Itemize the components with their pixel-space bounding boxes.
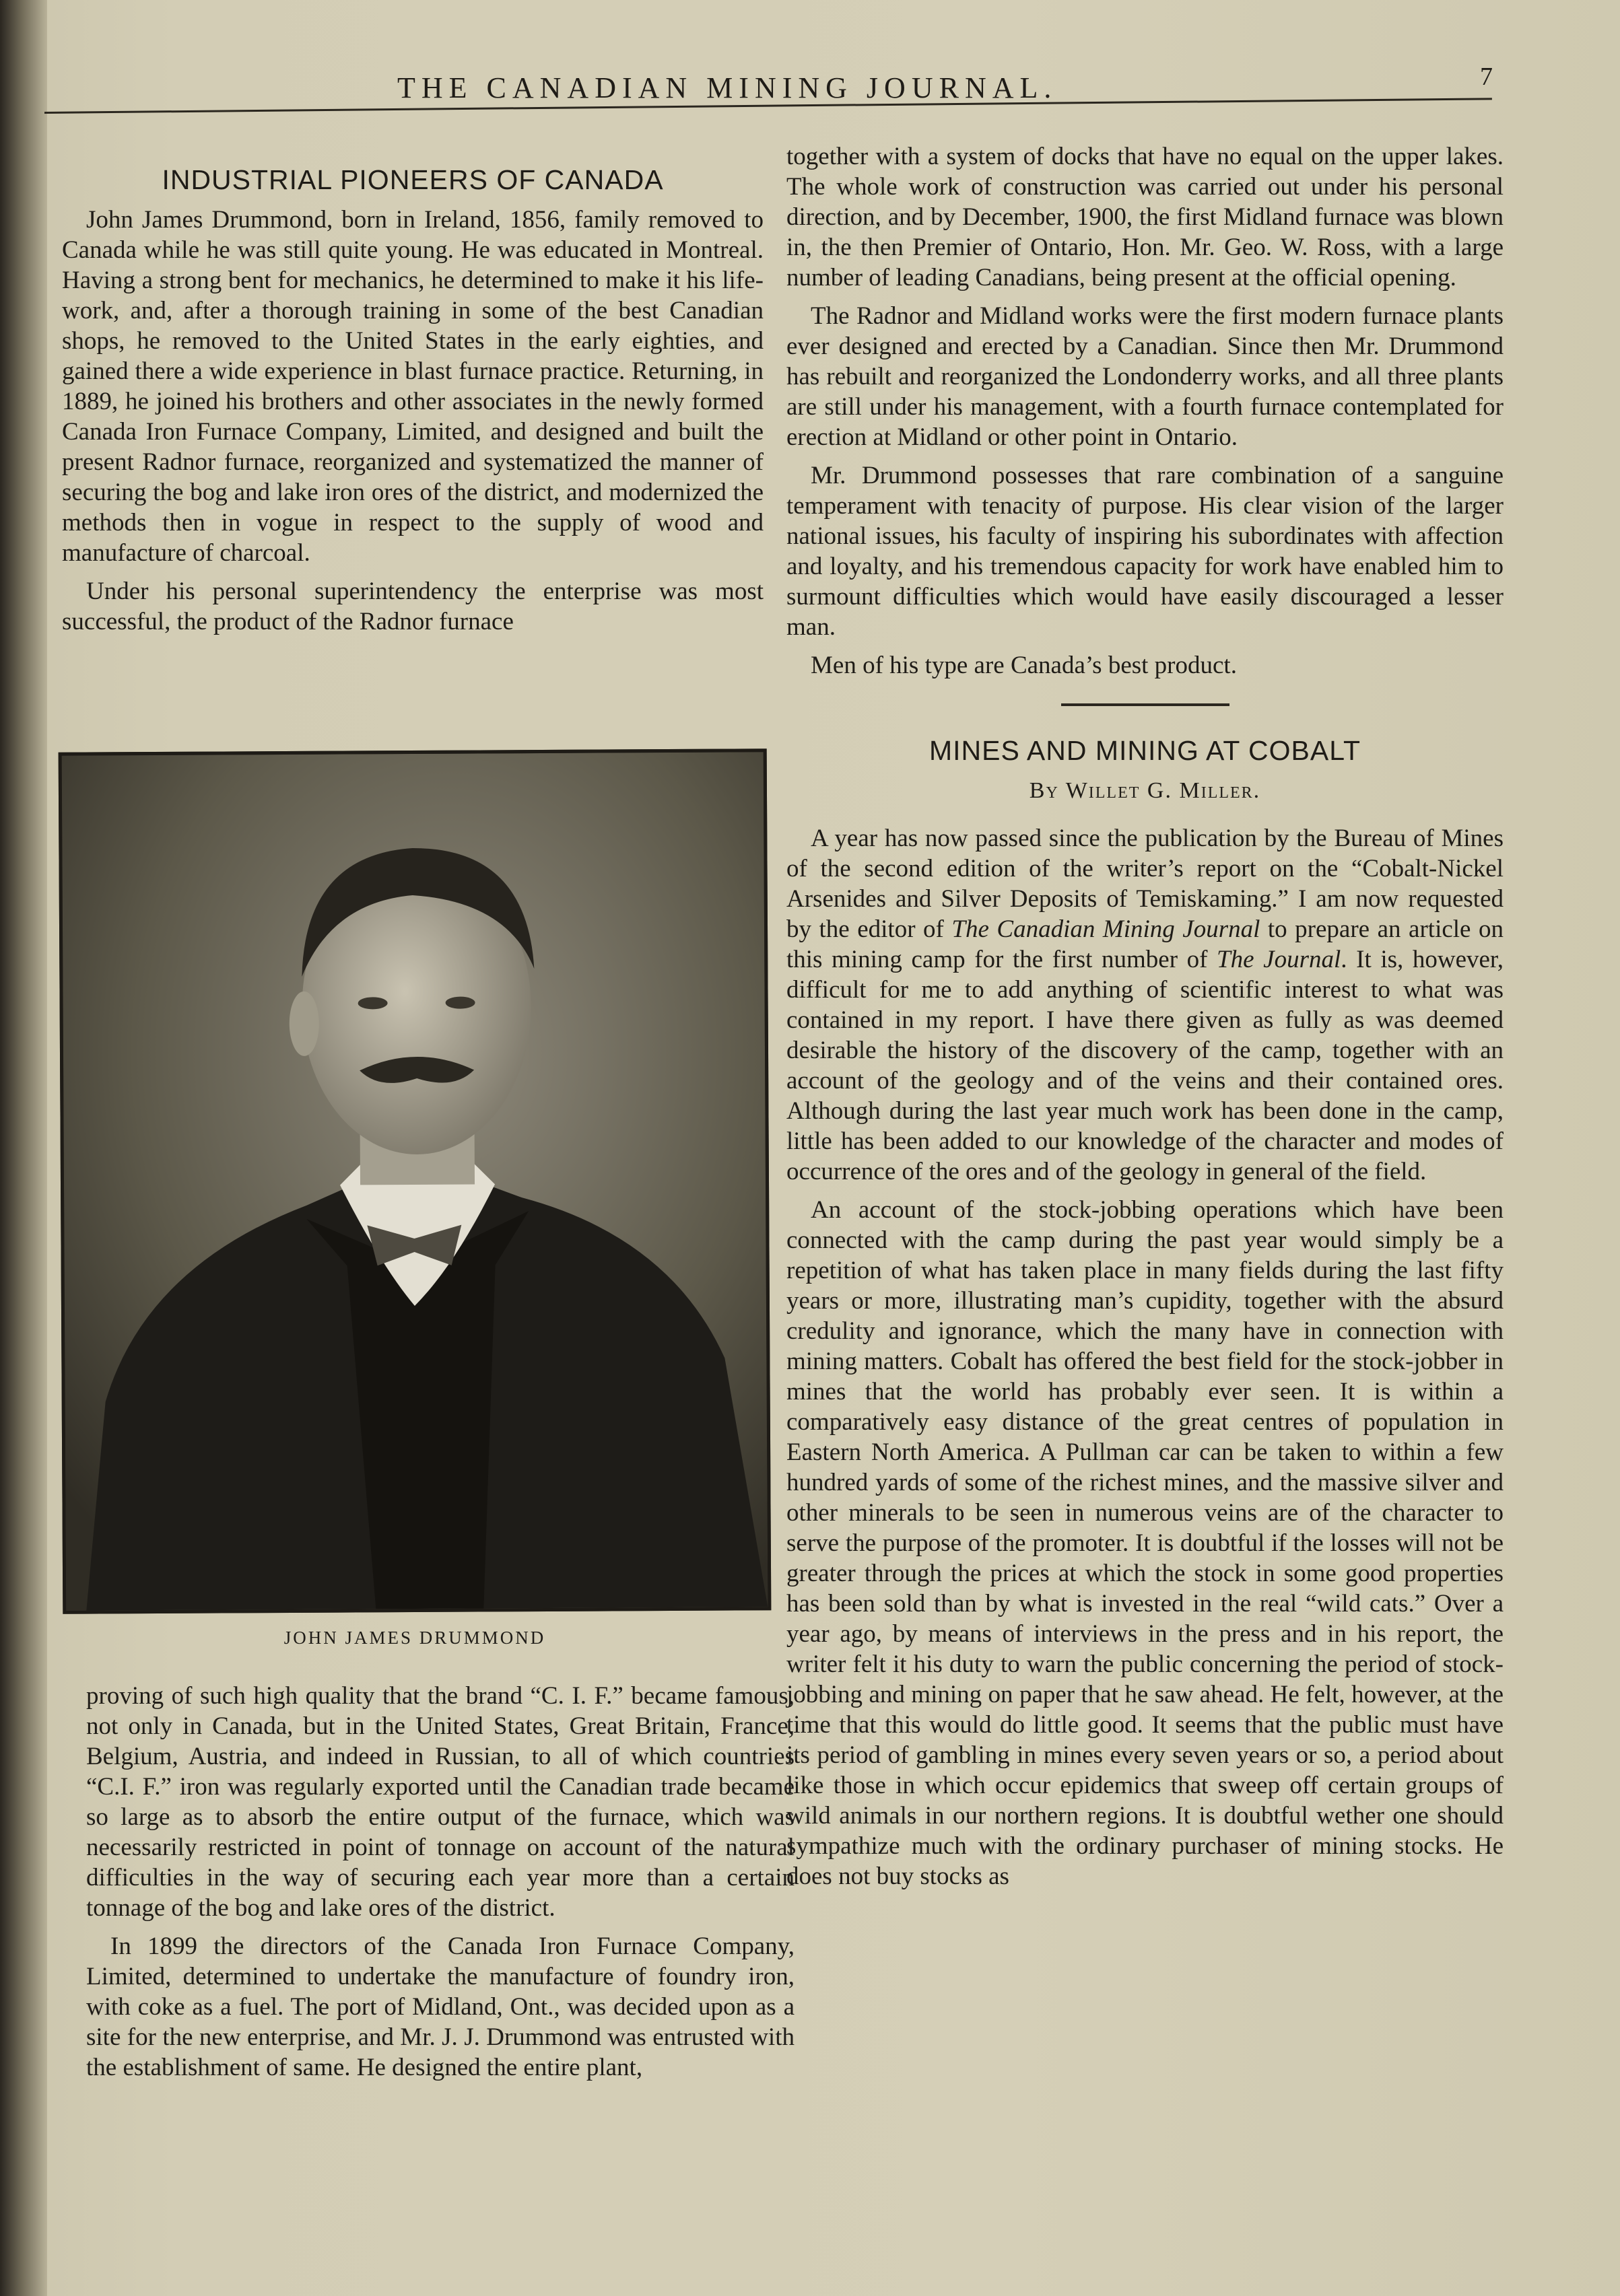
article2-paragraph: An account of the stock-jobbing operations which have been connected with the camp during the past year would simply be a repetition of what has taken place in many fields during the last fifty years or more, illustrating man’s cupidity, together with the absurd credulity and ignorance, which the many have in connection with mining matters. Cobalt has offered the best field for the stock-jobber in mines that the world has probably ever seen. It is within a comparatively easy distance of the great centres of population in Eastern North America. A Pullman car can be taken to within a few hundred yards of some of the richest mines, and the massive silver and other minerals to be seen in numerous veins are of the character to serve the purpose of the promoter. It is doubtful if the losses will not be greater through the prices at which the stock in some good properties has been sold than by what is invested in the real “wild cats.” Over a year ago, by means of interviews in the press and in his report, the writer felt it his duty to warn the public concerning the period of stock-jobbing and mining on paper that he saw ahead. He felt, however, at the time that this would do little good. It seems that the public must have its period of gambling in mines every seven years or so, a period about like those in which occur epidemics that sweep off certain groups of wild animals in our northern regions. It is doubtful wether one should sympathize much with the ordinary purchaser of mining stocks. He does not buy stocks as	[786, 1196, 1504, 1890]
right-column	[786, 141, 1504, 1900]
portrait-figure	[62, 752, 768, 1610]
article1-paragraph: The Radnor and Midland works were the first modern furnace plants ever designed and erected by a Canadian. Since then Mr. Drummond has rebuilt and reorganized the Londonderry works, and all three plants are still under his management, with a fourth furnace contemplated for erection at Midland or other point in Ontario.	[786, 302, 1504, 451]
article1-paragraph: Under his personal superintendency the enterprise was most successful, the product of the Radnor furnace	[62, 578, 764, 635]
photo-caption: JOHN JAMES DRUMMOND	[283, 1628, 546, 1648]
article1-paragraph: proving of such high quality that the brand “C. I. F.” became famous, not only in Canada, but in the United States, Great Britain, France, Belgium, Austria, and indeed in Russian, to all of which countries “C.I. F.” iron was regularly exported until the Canadian trade became so large as to absorb the entire output of the furnace, which was necessarily restricted in point of tonnage on account of the natural difficulties in the way of securing each year more than a certain tonnage of the bog and lake ores of the district.	[86, 1682, 795, 1922]
article1-bottom	[86, 1681, 795, 2091]
journal-name: The Canadian Mining Journal	[951, 915, 1260, 943]
article1-paragraph: In 1899 the directors of the Canada Iron Furnace Company, Limited, determined to undertake the manufacture of foundry iron, with coke as a fuel. The port of Midland, Ont., was decided upon as a site for the new enterprise, and Mr. J. J. Drummond was entrusted with the establishment of same. He designed the entire plant,	[86, 1933, 795, 2081]
article1-paragraph: Men of his type are Canada’s best product.	[811, 652, 1237, 679]
article1-paragraph: John James Drummond, born in Ireland, 1856, family removed to Canada while he was still quite young. He was educated in Montreal. Having a strong bent for mechanics, he determined to make it his life-work, and, after a thorough training in some of the best Canadian shops, he removed to the United States in the early eighties, and gained there a wide experience in blast furnace practice. Returning, in 1889, he joined his brothers and other associates in the newly formed Canada Iron Furnace Company, Limited, and designed and built the present Radnor furnace, reorganized and systematized the manner of securing the bog and lake iron ores of the district, and modernized the methods then in vogue in respect to the supply of wood and manufacture of charcoal.	[62, 206, 764, 567]
binding-gutter	[0, 0, 47, 2296]
portrait-photo	[59, 749, 772, 1613]
article2-title: MINES AND MINING AT COBALT	[929, 735, 1361, 766]
page-number: 7	[1480, 63, 1493, 91]
article1-top	[62, 165, 764, 645]
article1-paragraph: Mr. Drummond possesses that rare combination of a sanguine temperament with tenacity of purpose. His clear vision of the larger national issues, his faculty of inspiring his subordinates with affection and loyalty, and his tremendous capacity for work have enabled him to surmount difficulties which would have easily discouraged a lesser man.	[786, 462, 1504, 641]
article1-paragraph: together with a system of docks that have no equal on the upper lakes. The whole work of construction was carried out under his personal direction, and by December, 1900, the first Midland furnace was blown in, the then Premier of Ontario, Hon. Mr. Geo. W. Ross, with a large number of leading Canadians, being present at the official opening.	[786, 143, 1504, 291]
article1-title: INDUSTRIAL PIONEERS OF CANADA	[162, 164, 664, 195]
article2-byline: By Willet G. Miller.	[1029, 778, 1261, 803]
running-head: THE CANADIAN MINING JOURNAL.	[397, 71, 1058, 104]
section-divider	[1061, 703, 1229, 706]
article2-paragraph: A year has now passed since the publication by the Bureau of Mines of the second edition of the writer’s report on the “Cobalt-Nickel Arsenides and Silver Deposits of Temiskaming.” I am now requested by the editor of The Canadian Mining Journal to prepare an article on this mining camp for the first number of The Journal. It is, however, difficult for me to add anything of scientific interest to what was contained in my report. I have there given as fully as was deemed desirable the history of the discovery of the camp, together with an account of the geology and of the veins and their contained ores. Although during the last year much work has been done in the camp, little has been added to our knowledge of the character and modes of occurrence of the ores and of the geology in general of the field.	[786, 825, 1504, 1185]
journal-name: The Journal	[1217, 946, 1341, 973]
